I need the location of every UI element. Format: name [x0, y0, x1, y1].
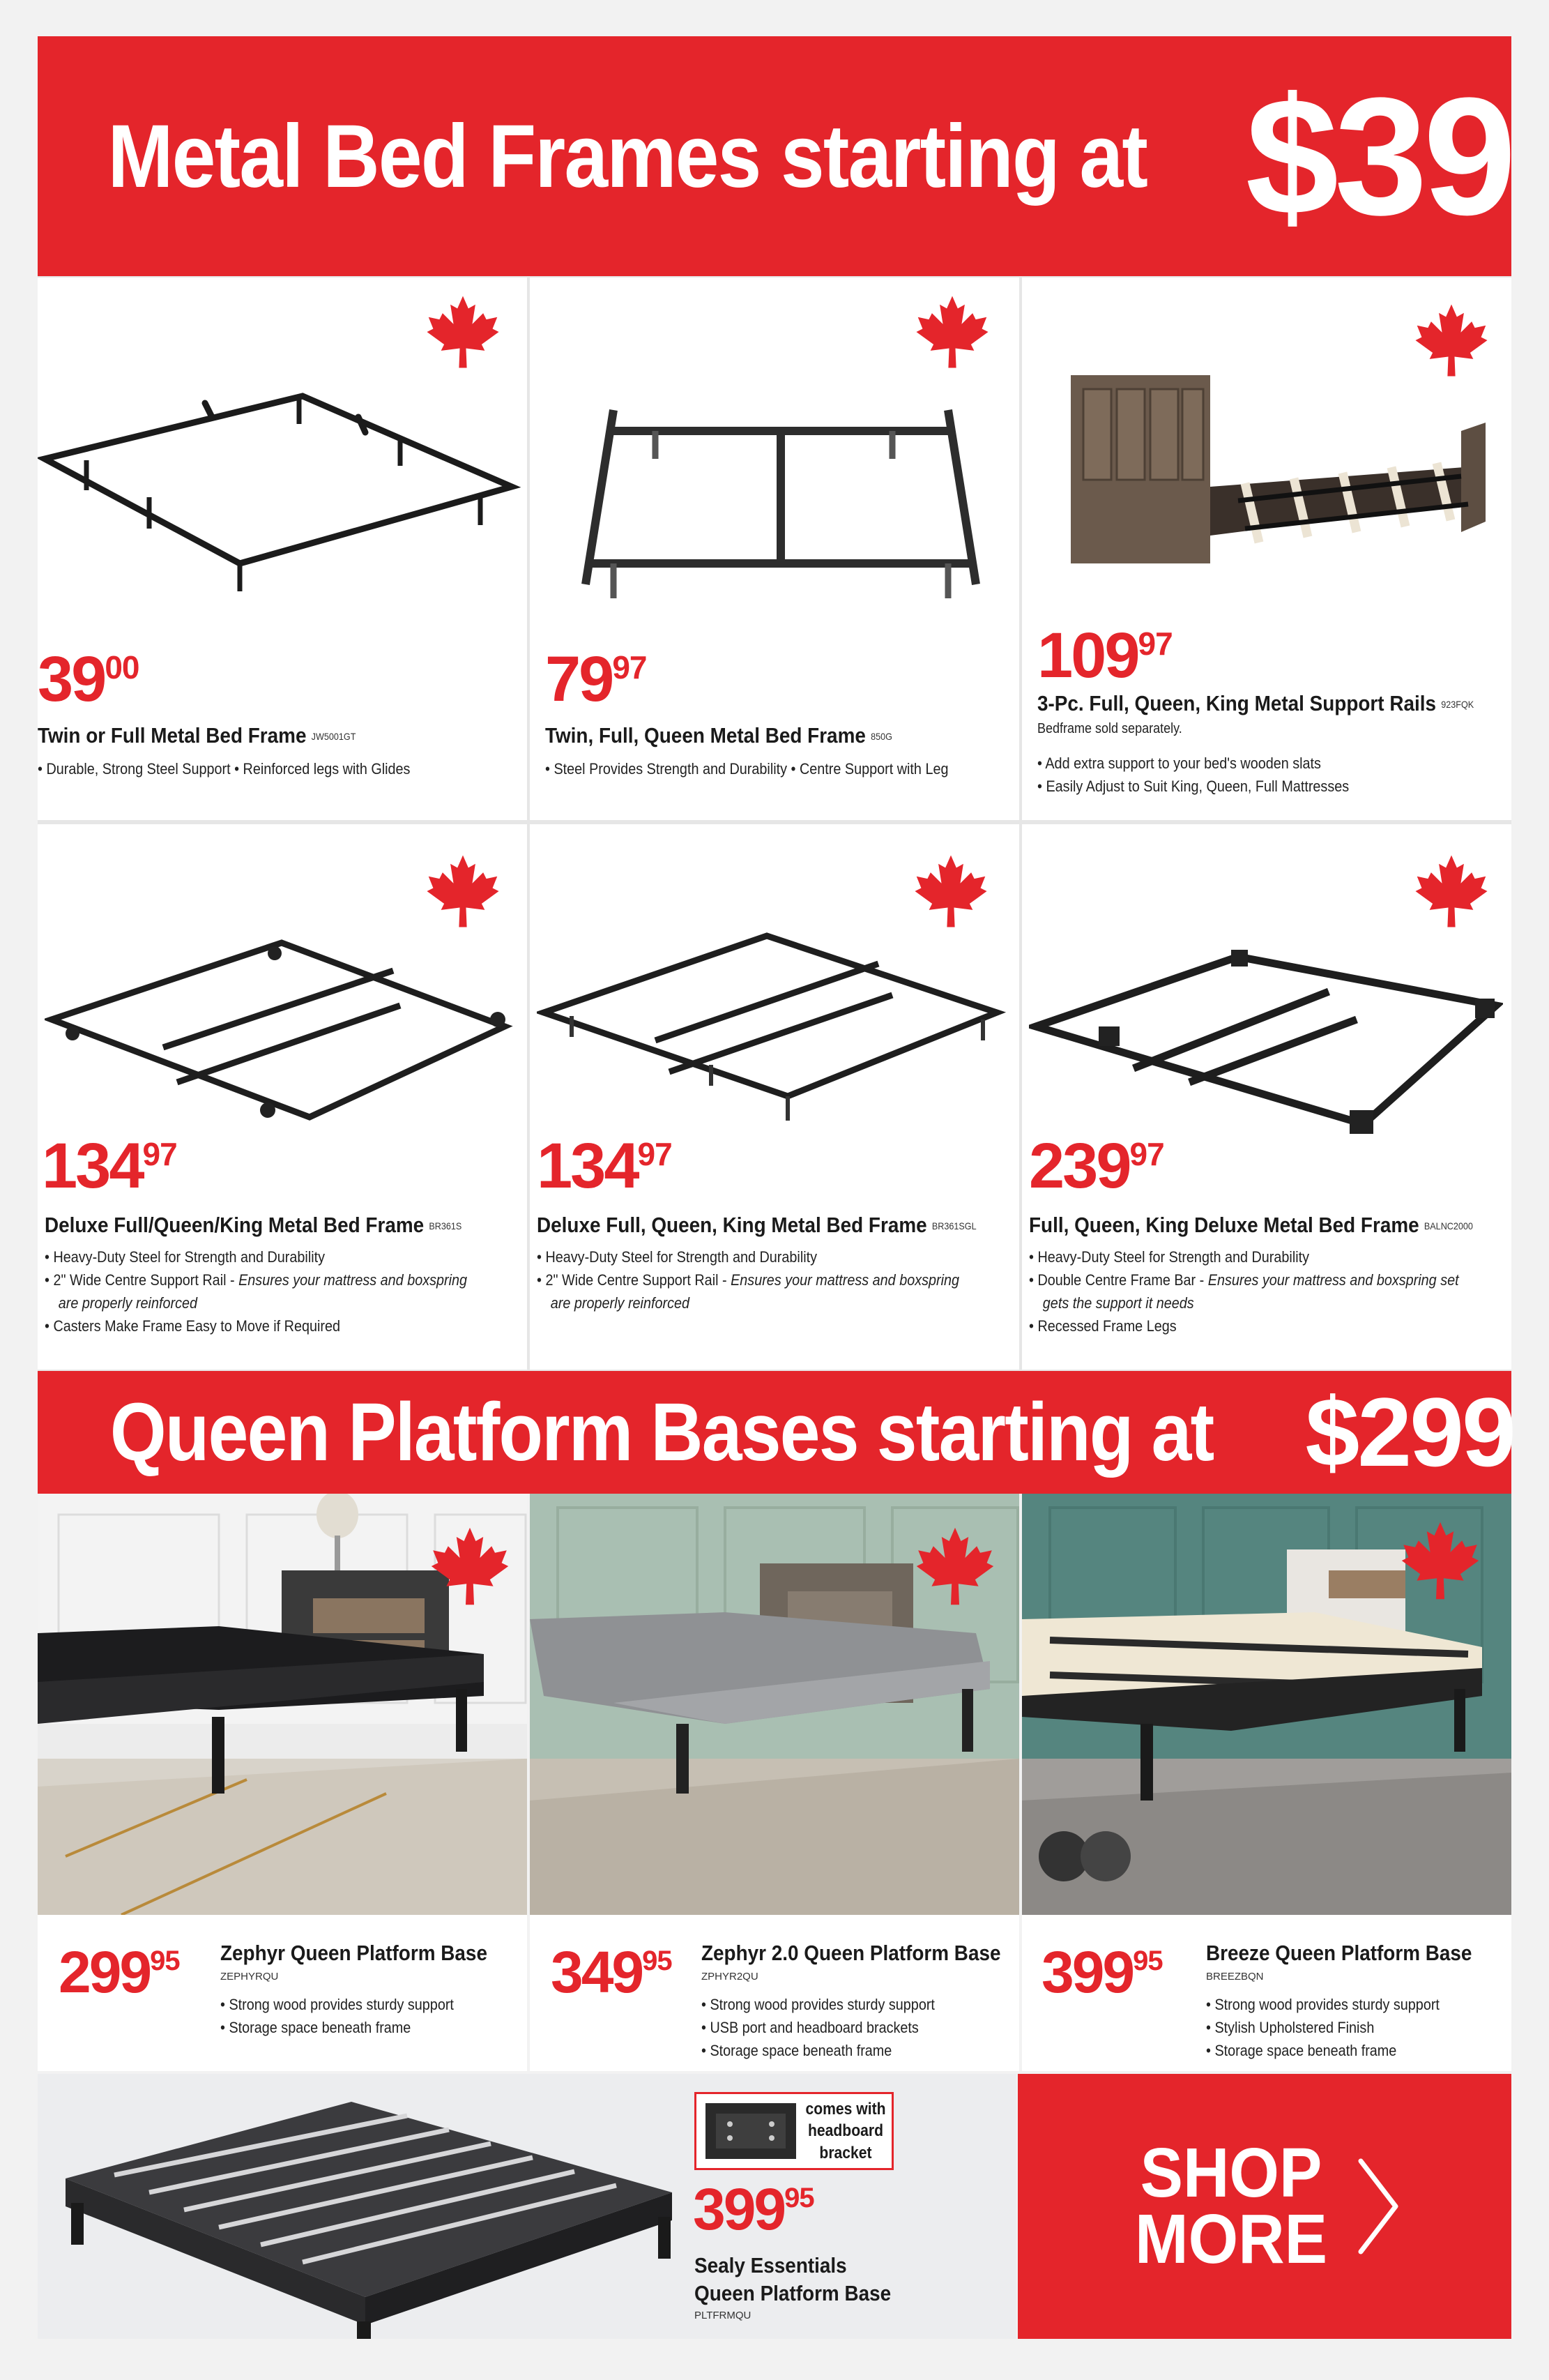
feature-item: • Durable, Strong Steel Support • Reinforced legs with Glides	[38, 757, 410, 780]
bed-frame-image	[558, 389, 1004, 612]
feature-item: • Recessed Frame Legs	[1029, 1314, 1459, 1337]
product-sku: BREEZBQN	[1206, 1971, 1264, 1983]
maple-leaf-icon	[428, 1524, 512, 1608]
price-cents: 95	[642, 1946, 672, 1976]
headboard-bracket-badge	[694, 2092, 894, 2170]
banner-price: $39	[1245, 63, 1513, 250]
feature-item: • Storage space beneath frame	[220, 2016, 454, 2039]
bed-frame-image	[1029, 922, 1503, 1138]
feature-item	[45, 1268, 467, 1291]
product-sku: BR361SGL	[931, 1220, 977, 1232]
zephyr-2-platform-photo	[530, 1494, 1019, 1915]
feature-item: • Strong wood provides sturdy support	[701, 1993, 935, 2016]
badge-line: comes with	[805, 2100, 886, 2119]
price	[537, 1130, 672, 1202]
product-title: Twin, Full, Queen Metal Bed Frame	[545, 723, 866, 748]
product-title: 3-Pc. Full, Queen, King Metal Support Rails	[1037, 691, 1437, 715]
product-title: Deluxe Full, Queen, King Metal Bed Frame	[537, 1213, 927, 1237]
banner-queen-platform-bases	[38, 1371, 1514, 1494]
price	[1041, 1939, 1163, 2005]
feature-list	[38, 757, 410, 780]
feature-list	[1029, 1245, 1459, 1337]
feature-list	[537, 1245, 959, 1314]
product-name	[38, 722, 356, 748]
maple-leaf-icon	[913, 293, 991, 371]
product-note: Bedframe sold separately.	[1037, 721, 1182, 736]
feature-item: • USB port and headboard brackets	[701, 2016, 935, 2039]
product-sku: BR361S	[429, 1220, 462, 1232]
feature-item: • Steel Provides Strength and Durability • Centre Support with Leg	[545, 757, 948, 780]
price-dollars: 79	[545, 644, 613, 715]
product-name: Zephyr Queen Platform Base	[220, 1941, 487, 1965]
shop-more-label	[1135, 2134, 1327, 2278]
support-rails-image	[1071, 361, 1489, 570]
price-cents: 95	[150, 1946, 180, 1976]
banner-title: Queen Platform Bases starting at	[110, 1386, 1214, 1478]
price-dollars: 349	[551, 1939, 643, 2005]
product-sku: 850G	[871, 731, 892, 743]
platform-card-zephyr[interactable]	[38, 1915, 527, 2071]
feature-item	[1029, 1268, 1459, 1291]
maple-leaf-icon	[424, 293, 502, 371]
product-sku: BALNC2000	[1424, 1220, 1473, 1232]
product-name-line2: Queen Platform Base	[694, 2281, 892, 2305]
product-card-twin-full-frame[interactable]	[38, 278, 527, 820]
chevron-right-icon	[1354, 2154, 1403, 2259]
product-sku: ZPHYR2QU	[701, 1971, 758, 1983]
feature-text: Double Centre Frame Bar -	[1037, 1271, 1208, 1289]
bed-frame-image	[45, 929, 519, 1138]
product-name	[1029, 1212, 1473, 1238]
platform-card-breeze[interactable]	[1022, 1915, 1511, 2071]
feature-detail: are properly reinforced	[550, 1294, 690, 1312]
product-card-support-rails[interactable]	[1022, 278, 1511, 820]
price	[1029, 1130, 1164, 1202]
price-cents: 95	[1133, 1946, 1163, 1976]
feature-detail: Ensures your mattress and boxspring	[731, 1271, 960, 1289]
price-dollars: 109	[1037, 620, 1138, 691]
product-name	[45, 1212, 461, 1238]
banner-metal-bed-frames	[38, 36, 1511, 276]
product-sku: JW5001GT	[311, 731, 356, 743]
feature-list	[701, 1993, 935, 2062]
price-cents: 97	[1129, 1136, 1164, 1172]
maple-leaf-icon	[1412, 852, 1490, 930]
feature-list	[1037, 752, 1349, 798]
feature-item: • Heavy-Duty Steel for Strength and Durability	[1029, 1245, 1459, 1268]
product-sku: ZEPHYRQU	[220, 1971, 279, 1983]
product-name	[537, 1212, 977, 1238]
feature-item: • Easily Adjust to Suit King, Queen, Full Mattresses	[1037, 775, 1349, 798]
price-cents: 95	[784, 2183, 814, 2213]
feature-text: 2" Wide Centre Support Rail -	[545, 1271, 731, 1289]
product-name: Zephyr 2.0 Queen Platform Base	[701, 1941, 1001, 1965]
feature-item: • Heavy-Duty Steel for Strength and Durability	[537, 1245, 959, 1268]
price	[545, 644, 647, 715]
feature-item	[537, 1268, 959, 1291]
shop-more-line2: MORE	[1135, 2200, 1327, 2278]
price-dollars: 39	[38, 644, 105, 715]
feature-list	[220, 1993, 454, 2039]
banner-price: $299	[1305, 1377, 1514, 1487]
feature-item: • Storage space beneath frame	[1206, 2039, 1440, 2062]
price-dollars: 299	[59, 1939, 151, 2005]
price	[1037, 620, 1173, 691]
price-cents: 97	[612, 649, 647, 685]
feature-item-continued	[45, 1291, 467, 1314]
feature-detail: gets the support it needs	[1042, 1294, 1194, 1312]
shop-more-button[interactable]	[1018, 2074, 1511, 2339]
price	[38, 644, 139, 715]
headboard-badge-text	[805, 2098, 886, 2164]
feature-item: • Strong wood provides sturdy support	[220, 1993, 454, 2016]
product-card-deluxe-fqk-frame[interactable]	[38, 824, 527, 1370]
feature-detail: are properly reinforced	[58, 1294, 198, 1312]
maple-leaf-icon	[912, 852, 990, 930]
price	[59, 1939, 180, 2005]
price-dollars: 134	[537, 1130, 638, 1202]
breeze-platform-photo	[1022, 1494, 1511, 1915]
product-name: Breeze Queen Platform Base	[1206, 1941, 1472, 1965]
product-title: Twin or Full Metal Bed Frame	[38, 723, 307, 748]
banner-title: Metal Bed Frames starting at	[107, 106, 1147, 206]
feature-detail: Ensures your mattress and boxspring	[238, 1271, 468, 1289]
bed-frame-image	[537, 922, 1011, 1131]
price-dollars: 399	[1041, 1939, 1134, 2005]
badge-line: bracket	[819, 2143, 872, 2162]
product-name-line1: Sealy Essentials	[694, 2253, 847, 2277]
headboard-bracket-icon	[702, 2100, 800, 2162]
product-title: Full, Queen, King Deluxe Metal Bed Frame	[1029, 1213, 1419, 1237]
product-card-twin-full-queen-frame[interactable]	[530, 278, 1019, 820]
feature-list	[45, 1245, 467, 1337]
product-name	[545, 722, 892, 748]
product-card-deluxe-fqk-recessed[interactable]	[1022, 824, 1511, 1370]
maple-leaf-icon	[1398, 1519, 1482, 1602]
price	[551, 1939, 672, 2005]
product-name	[1037, 690, 1474, 716]
feature-detail: Ensures your mattress and boxspring set	[1207, 1271, 1459, 1289]
feature-item: • Casters Make Frame Easy to Move if Required	[45, 1314, 467, 1337]
price	[693, 2176, 814, 2242]
zephyr-platform-photo	[38, 1494, 527, 1915]
product-sku: PLTFRMQU	[694, 2310, 751, 2321]
maple-leaf-icon	[424, 852, 502, 930]
price-cents: 00	[105, 649, 139, 685]
badge-line: headboard	[808, 2121, 883, 2141]
product-card-deluxe-fqk-frame-glides[interactable]	[530, 824, 1019, 1370]
feature-item: • Strong wood provides sturdy support	[1206, 1993, 1440, 2016]
feature-item: • Stylish Upholstered Finish	[1206, 2016, 1440, 2039]
price-cents: 97	[142, 1136, 177, 1172]
feature-text: 2" Wide Centre Support Rail -	[53, 1271, 239, 1289]
price-cents: 97	[637, 1136, 672, 1172]
price-cents: 97	[1138, 626, 1173, 662]
platform-card-zephyr-2[interactable]	[530, 1915, 1019, 2071]
feature-item-continued	[1029, 1291, 1459, 1314]
feature-item: • Heavy-Duty Steel for Strength and Durability	[45, 1245, 467, 1268]
feature-list	[545, 757, 948, 780]
sealy-platform-image	[59, 2088, 686, 2339]
bed-frame-image	[38, 375, 527, 591]
shop-more-line1: SHOP	[1140, 2134, 1322, 2212]
feature-item: • Storage space beneath frame	[701, 2039, 935, 2062]
product-sku: 923FQK	[1441, 699, 1474, 711]
price-dollars: 399	[693, 2176, 785, 2242]
feature-item: • Add extra support to your bed's wooden slats	[1037, 752, 1349, 775]
maple-leaf-icon	[913, 1524, 997, 1608]
price-dollars: 134	[42, 1130, 143, 1202]
feature-item-continued	[537, 1291, 959, 1314]
price	[42, 1130, 177, 1202]
price-dollars: 239	[1029, 1130, 1130, 1202]
product-title: Deluxe Full/Queen/King Metal Bed Frame	[45, 1213, 425, 1237]
feature-list	[1206, 1993, 1440, 2062]
